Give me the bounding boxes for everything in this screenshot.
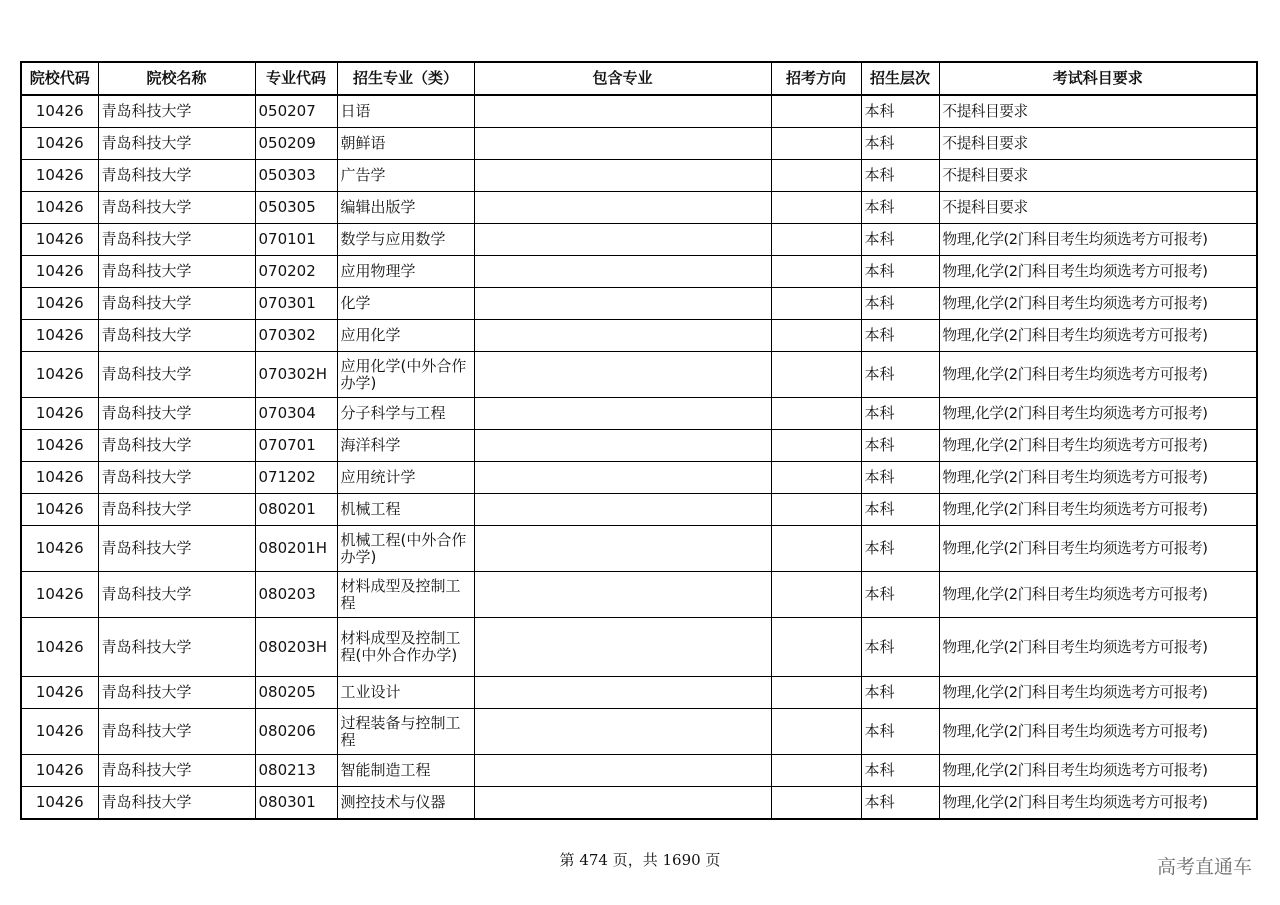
cell-includes xyxy=(474,352,771,398)
cell-school-code: 10426 xyxy=(21,787,98,820)
cell-direction xyxy=(771,398,861,430)
cell-direction xyxy=(771,677,861,709)
cell-includes xyxy=(474,256,771,288)
table-row xyxy=(21,462,1257,494)
cell-level: 本科 xyxy=(861,398,939,430)
cell-requirement: 物理,化学(2门科目考生均须选考方可报考) xyxy=(939,352,1257,398)
cell-major: 日语 xyxy=(337,95,474,128)
cell-major: 应用统计学 xyxy=(337,462,474,494)
cell-direction xyxy=(771,787,861,820)
cell-major-code: 070701 xyxy=(255,430,337,462)
header-includes: 包含专业 xyxy=(474,62,771,95)
cell-school-name: 青岛科技大学 xyxy=(98,430,255,462)
cell-major-code: 050305 xyxy=(255,192,337,224)
cell-level: 本科 xyxy=(861,320,939,352)
cell-level: 本科 xyxy=(861,677,939,709)
cell-major: 数学与应用数学 xyxy=(337,224,474,256)
cell-school-code: 10426 xyxy=(21,462,98,494)
cell-major-code: 070302 xyxy=(255,320,337,352)
cell-requirement: 物理,化学(2门科目考生均须选考方可报考) xyxy=(939,462,1257,494)
cell-level: 本科 xyxy=(861,192,939,224)
header-major: 招生专业（类） xyxy=(337,62,474,95)
cell-includes xyxy=(474,526,771,572)
cell-school-name: 青岛科技大学 xyxy=(98,572,255,618)
cell-major: 机械工程(中外合作办学) xyxy=(337,526,474,572)
cell-includes xyxy=(474,128,771,160)
cell-school-code: 10426 xyxy=(21,430,98,462)
cell-school-code: 10426 xyxy=(21,128,98,160)
table-row xyxy=(21,430,1257,462)
cell-major-code: 050207 xyxy=(255,95,337,128)
cell-school-name: 青岛科技大学 xyxy=(98,256,255,288)
cell-direction xyxy=(771,430,861,462)
cell-direction xyxy=(771,128,861,160)
cell-direction xyxy=(771,352,861,398)
page-number: 第 474 页，共 1690 页 xyxy=(559,851,721,869)
table-row xyxy=(21,787,1257,820)
cell-level: 本科 xyxy=(861,95,939,128)
cell-level: 本科 xyxy=(861,352,939,398)
cell-direction xyxy=(771,288,861,320)
cell-major: 应用化学(中外合作办学) xyxy=(337,352,474,398)
cell-major-code: 070101 xyxy=(255,224,337,256)
cell-requirement: 不提科目要求 xyxy=(939,128,1257,160)
cell-direction xyxy=(771,192,861,224)
cell-direction xyxy=(771,709,861,755)
cell-school-code: 10426 xyxy=(21,618,98,677)
cell-major-code: 080301 xyxy=(255,787,337,820)
cell-level: 本科 xyxy=(861,128,939,160)
cell-level: 本科 xyxy=(861,526,939,572)
table-row xyxy=(21,677,1257,709)
table-row xyxy=(21,160,1257,192)
cell-major-code: 080201H xyxy=(255,526,337,572)
cell-includes xyxy=(474,618,771,677)
cell-major: 工业设计 xyxy=(337,677,474,709)
cell-includes xyxy=(474,677,771,709)
cell-level: 本科 xyxy=(861,160,939,192)
cell-major: 应用物理学 xyxy=(337,256,474,288)
cell-school-name: 青岛科技大学 xyxy=(98,526,255,572)
cell-school-code: 10426 xyxy=(21,256,98,288)
table-row xyxy=(21,256,1257,288)
cell-includes xyxy=(474,572,771,618)
cell-school-name: 青岛科技大学 xyxy=(98,398,255,430)
cell-level: 本科 xyxy=(861,288,939,320)
cell-major-code: 080206 xyxy=(255,709,337,755)
cell-school-code: 10426 xyxy=(21,494,98,526)
cell-direction xyxy=(771,320,861,352)
cell-major: 朝鲜语 xyxy=(337,128,474,160)
cell-school-name: 青岛科技大学 xyxy=(98,494,255,526)
cell-includes xyxy=(474,709,771,755)
table-row xyxy=(21,128,1257,160)
header-school-code: 院校代码 xyxy=(21,62,98,95)
table-row xyxy=(21,494,1257,526)
table-body xyxy=(21,95,1257,819)
cell-direction xyxy=(771,494,861,526)
cell-major: 海洋科学 xyxy=(337,430,474,462)
table-row xyxy=(21,398,1257,430)
cell-includes xyxy=(474,95,771,128)
cell-includes xyxy=(474,288,771,320)
cell-major-code: 080203H xyxy=(255,618,337,677)
table-row xyxy=(21,755,1257,787)
table-header-row xyxy=(21,62,1257,95)
cell-requirement: 不提科目要求 xyxy=(939,95,1257,128)
cell-school-code: 10426 xyxy=(21,288,98,320)
cell-requirement: 物理,化学(2门科目考生均须选考方可报考) xyxy=(939,677,1257,709)
cell-requirement: 物理,化学(2门科目考生均须选考方可报考) xyxy=(939,398,1257,430)
cell-includes xyxy=(474,462,771,494)
cell-requirement: 物理,化学(2门科目考生均须选考方可报考) xyxy=(939,256,1257,288)
cell-school-name: 青岛科技大学 xyxy=(98,787,255,820)
cell-school-name: 青岛科技大学 xyxy=(98,320,255,352)
cell-major: 应用化学 xyxy=(337,320,474,352)
table-row xyxy=(21,95,1257,128)
cell-school-code: 10426 xyxy=(21,352,98,398)
header-major-code: 专业代码 xyxy=(255,62,337,95)
cell-direction xyxy=(771,526,861,572)
cell-requirement: 物理,化学(2门科目考生均须选考方可报考) xyxy=(939,709,1257,755)
cell-level: 本科 xyxy=(861,618,939,677)
cell-level: 本科 xyxy=(861,755,939,787)
cell-school-code: 10426 xyxy=(21,224,98,256)
cell-major-code: 050303 xyxy=(255,160,337,192)
table-row xyxy=(21,352,1257,398)
cell-direction xyxy=(771,224,861,256)
cell-requirement: 物理,化学(2门科目考生均须选考方可报考) xyxy=(939,288,1257,320)
cell-major-code: 080203 xyxy=(255,572,337,618)
cell-major: 广告学 xyxy=(337,160,474,192)
cell-level: 本科 xyxy=(861,787,939,820)
table-row xyxy=(21,618,1257,677)
header-direction: 招考方向 xyxy=(771,62,861,95)
cell-includes xyxy=(474,755,771,787)
cell-major: 过程装备与控制工程 xyxy=(337,709,474,755)
cell-requirement: 物理,化学(2门科目考生均须选考方可报考) xyxy=(939,430,1257,462)
cell-includes xyxy=(474,320,771,352)
cell-level: 本科 xyxy=(861,462,939,494)
cell-direction xyxy=(771,160,861,192)
cell-school-name: 青岛科技大学 xyxy=(98,95,255,128)
cell-school-code: 10426 xyxy=(21,526,98,572)
cell-requirement: 物理,化学(2门科目考生均须选考方可报考) xyxy=(939,572,1257,618)
cell-includes xyxy=(474,160,771,192)
cell-school-code: 10426 xyxy=(21,677,98,709)
cell-direction xyxy=(771,95,861,128)
cell-school-name: 青岛科技大学 xyxy=(98,462,255,494)
cell-level: 本科 xyxy=(861,430,939,462)
cell-major-code: 071202 xyxy=(255,462,337,494)
cell-direction xyxy=(771,572,861,618)
header-level: 招生层次 xyxy=(861,62,939,95)
cell-school-code: 10426 xyxy=(21,320,98,352)
cell-school-name: 青岛科技大学 xyxy=(98,192,255,224)
header-requirement: 考试科目要求 xyxy=(939,62,1257,95)
cell-major-code: 080201 xyxy=(255,494,337,526)
cell-includes xyxy=(474,224,771,256)
admission-table xyxy=(20,61,1258,820)
cell-major: 智能制造工程 xyxy=(337,755,474,787)
cell-school-name: 青岛科技大学 xyxy=(98,677,255,709)
cell-requirement: 物理,化学(2门科目考生均须选考方可报考) xyxy=(939,224,1257,256)
table-row xyxy=(21,572,1257,618)
cell-major-code: 080205 xyxy=(255,677,337,709)
cell-includes xyxy=(474,494,771,526)
cell-direction xyxy=(771,256,861,288)
cell-school-code: 10426 xyxy=(21,398,98,430)
cell-includes xyxy=(474,398,771,430)
cell-school-name: 青岛科技大学 xyxy=(98,128,255,160)
cell-school-code: 10426 xyxy=(21,95,98,128)
cell-level: 本科 xyxy=(861,572,939,618)
cell-major: 测控技术与仪器 xyxy=(337,787,474,820)
cell-major-code: 050209 xyxy=(255,128,337,160)
table-row xyxy=(21,224,1257,256)
cell-level: 本科 xyxy=(861,709,939,755)
cell-level: 本科 xyxy=(861,494,939,526)
cell-includes xyxy=(474,430,771,462)
cell-school-code: 10426 xyxy=(21,192,98,224)
cell-major: 编辑出版学 xyxy=(337,192,474,224)
cell-school-name: 青岛科技大学 xyxy=(98,709,255,755)
cell-school-name: 青岛科技大学 xyxy=(98,224,255,256)
cell-school-code: 10426 xyxy=(21,755,98,787)
cell-requirement: 物理,化学(2门科目考生均须选考方可报考) xyxy=(939,494,1257,526)
cell-school-name: 青岛科技大学 xyxy=(98,618,255,677)
cell-requirement: 物理,化学(2门科目考生均须选考方可报考) xyxy=(939,618,1257,677)
cell-school-code: 10426 xyxy=(21,709,98,755)
table-row xyxy=(21,192,1257,224)
cell-school-name: 青岛科技大学 xyxy=(98,160,255,192)
cell-major: 材料成型及控制工程(中外合作办学) xyxy=(337,618,474,677)
table-row xyxy=(21,320,1257,352)
cell-school-code: 10426 xyxy=(21,160,98,192)
cell-includes xyxy=(474,787,771,820)
cell-requirement: 物理,化学(2门科目考生均须选考方可报考) xyxy=(939,320,1257,352)
cell-major: 化学 xyxy=(337,288,474,320)
cell-direction xyxy=(771,462,861,494)
cell-level: 本科 xyxy=(861,224,939,256)
cell-level: 本科 xyxy=(861,256,939,288)
cell-direction xyxy=(771,755,861,787)
cell-requirement: 物理,化学(2门科目考生均须选考方可报考) xyxy=(939,787,1257,820)
cell-major-code: 070302H xyxy=(255,352,337,398)
cell-school-name: 青岛科技大学 xyxy=(98,755,255,787)
cell-school-name: 青岛科技大学 xyxy=(98,352,255,398)
table-row xyxy=(21,709,1257,755)
table-row xyxy=(21,288,1257,320)
cell-major: 机械工程 xyxy=(337,494,474,526)
cell-requirement: 不提科目要求 xyxy=(939,192,1257,224)
header-school-name: 院校名称 xyxy=(98,62,255,95)
watermark-logo-text: 高考直通车 xyxy=(1156,856,1252,878)
cell-direction xyxy=(771,618,861,677)
cell-major-code: 070202 xyxy=(255,256,337,288)
cell-school-code: 10426 xyxy=(21,572,98,618)
cell-major-code: 070304 xyxy=(255,398,337,430)
cell-major-code: 070301 xyxy=(255,288,337,320)
cell-major-code: 080213 xyxy=(255,755,337,787)
cell-major: 材料成型及控制工程 xyxy=(337,572,474,618)
cell-requirement: 不提科目要求 xyxy=(939,160,1257,192)
cell-major: 分子科学与工程 xyxy=(337,398,474,430)
cell-requirement: 物理,化学(2门科目考生均须选考方可报考) xyxy=(939,755,1257,787)
cell-requirement: 物理,化学(2门科目考生均须选考方可报考) xyxy=(939,526,1257,572)
cell-school-name: 青岛科技大学 xyxy=(98,288,255,320)
cell-includes xyxy=(474,192,771,224)
table-row xyxy=(21,526,1257,572)
